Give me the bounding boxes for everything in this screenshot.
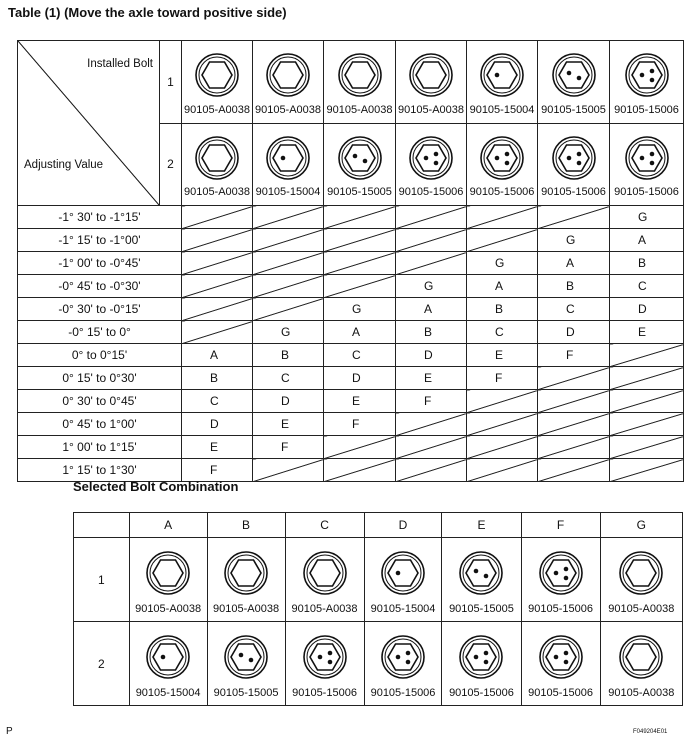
bolt-head-icon	[408, 52, 454, 98]
combination-code-cell	[182, 413, 253, 436]
combination-code-cell	[253, 436, 324, 459]
combination-code-cell	[467, 252, 538, 275]
footer-figure-id: F049204E01	[633, 729, 668, 735]
combination-code-cell	[538, 229, 610, 252]
bolt-cell	[467, 41, 538, 124]
bolt-part-number: 90105-A0038	[291, 603, 358, 615]
combination-code: B	[210, 371, 219, 385]
bolt-cell	[182, 123, 253, 206]
adjustment-row	[18, 390, 684, 413]
identification-dot	[362, 158, 367, 163]
not-applicable-cell	[538, 367, 610, 390]
adjusting-value-range: -1° 00' to -0°45'	[18, 252, 182, 275]
combination-code-cell	[610, 321, 684, 344]
not-applicable-cell	[324, 275, 396, 298]
bolt-cell	[467, 123, 538, 206]
bolt-head-icon	[624, 52, 670, 98]
combination-code: C	[566, 302, 575, 316]
bolt-head-icon	[618, 550, 664, 596]
bolt-cell	[610, 123, 684, 206]
combination-code: A	[638, 233, 647, 247]
combination-row-1	[74, 538, 683, 622]
not-applicable-cell	[182, 298, 253, 321]
bolt-part-number: 90105-15006	[449, 687, 514, 699]
not-applicable-cell	[467, 459, 538, 482]
bolt-head-icon	[265, 52, 311, 98]
combination-code-cell	[324, 298, 396, 321]
bolt-head-icon	[380, 550, 426, 596]
not-applicable-cell	[467, 413, 538, 436]
identification-dot	[649, 69, 654, 74]
not-applicable-cell	[324, 436, 396, 459]
bolt-part-number: 90105-15005	[449, 603, 514, 615]
identification-dot	[434, 151, 439, 156]
bolt-cell	[396, 41, 467, 124]
combination-column-header: E	[442, 513, 521, 538]
not-applicable-cell	[538, 390, 610, 413]
combination-code: G	[638, 210, 648, 224]
combination-code-cell	[396, 275, 467, 298]
combination-code-cell	[467, 344, 538, 367]
bolt-cell	[207, 538, 285, 622]
not-applicable-cell	[396, 459, 467, 482]
identification-dot	[553, 655, 558, 660]
bolt-cell	[538, 41, 610, 124]
combination-code-cell	[324, 413, 396, 436]
not-applicable-cell	[182, 275, 253, 298]
bolt-part-number: 90105-15004	[255, 186, 321, 198]
not-applicable-cell	[396, 229, 467, 252]
adjusting-value-range: -1° 15' to -1°00'	[18, 229, 182, 252]
combination-code: F	[210, 463, 218, 477]
combination-column-header: C	[285, 513, 364, 538]
not-applicable-cell	[467, 390, 538, 413]
bolt-head-icon	[337, 135, 383, 181]
bolt-cell	[610, 41, 684, 124]
identification-dot	[434, 160, 439, 165]
not-applicable-cell	[467, 436, 538, 459]
combination-code-cell	[467, 298, 538, 321]
identification-dot	[406, 660, 411, 665]
identification-dot	[563, 651, 568, 656]
combination-code: F	[566, 348, 574, 362]
combination-code-cell	[467, 321, 538, 344]
identification-dot	[281, 155, 286, 160]
combination-code: E	[352, 394, 361, 408]
bolt-cell	[364, 538, 442, 622]
adjusting-value-label: Adjusting Value	[24, 159, 104, 171]
combination-code: E	[281, 417, 290, 431]
bolt-cell	[396, 123, 467, 206]
bolt-cell	[364, 622, 442, 706]
row-number-1: 1	[160, 41, 182, 124]
bolt-head-icon	[302, 634, 348, 680]
not-applicable-cell	[610, 413, 684, 436]
identification-dot	[249, 658, 254, 663]
bolt-cell	[285, 538, 364, 622]
combination-column-header: G	[600, 513, 682, 538]
identification-dot	[553, 571, 558, 576]
adjustment-row	[18, 436, 684, 459]
bolt-head-icon	[479, 135, 525, 181]
not-applicable-cell	[467, 206, 538, 229]
not-applicable-cell	[396, 413, 467, 436]
adjusting-value-range: -0° 30' to -0°15'	[18, 298, 182, 321]
identification-dot	[327, 660, 332, 665]
not-applicable-cell	[396, 252, 467, 275]
bolt-head-icon	[479, 52, 525, 98]
combination-code-cell	[396, 367, 467, 390]
bolt-head-icon	[551, 135, 597, 181]
adjusting-value-range: 0° to 0°15'	[18, 344, 182, 367]
bolt-part-number: 90105-A0038	[326, 103, 393, 116]
bolt-cell	[600, 622, 682, 706]
identification-dot	[352, 153, 357, 158]
combination-code-cell	[467, 275, 538, 298]
combination-code-cell	[610, 229, 684, 252]
combination-column-header: A	[129, 513, 207, 538]
bolt-head-icon	[194, 52, 240, 98]
bolt-part-number: 90105-15005	[327, 186, 392, 198]
combination-code: C	[281, 371, 290, 385]
combination-code: B	[638, 256, 647, 270]
combination-code: B	[566, 279, 575, 293]
not-applicable-cell	[253, 275, 324, 298]
identification-dot	[484, 651, 489, 656]
combination-code-cell	[538, 321, 610, 344]
bolt-part-number: 90105-15004	[370, 603, 436, 615]
not-applicable-cell	[610, 390, 684, 413]
combination-corner	[74, 513, 130, 538]
not-applicable-cell	[253, 252, 324, 275]
identification-dot	[161, 655, 166, 660]
adjustment-row	[18, 252, 684, 275]
not-applicable-cell	[253, 206, 324, 229]
not-applicable-cell	[324, 459, 396, 482]
identification-dot	[576, 151, 581, 156]
combination-code-cell	[253, 367, 324, 390]
bolt-part-number: 90105-15005	[213, 687, 279, 699]
combination-code: D	[638, 302, 647, 316]
footer-page-mark: P	[6, 726, 13, 737]
identification-dot	[474, 569, 479, 574]
adjustment-row	[18, 298, 684, 321]
combination-code: E	[495, 348, 504, 362]
combination-column-header: F	[521, 513, 600, 538]
adjustment-row	[18, 229, 684, 252]
identification-dot	[484, 660, 489, 665]
combination-code-cell	[538, 298, 610, 321]
bolt-part-number: 90105-15006	[370, 687, 436, 699]
not-applicable-cell	[253, 298, 324, 321]
combination-code: G	[424, 279, 434, 293]
combination-code: F	[281, 440, 289, 454]
combination-code: C	[210, 394, 219, 408]
not-applicable-cell	[467, 229, 538, 252]
bolt-part-number: 90105-A0038	[254, 103, 322, 116]
combination-code: A	[495, 279, 504, 293]
adjustment-row	[18, 413, 684, 436]
combination-code-cell	[538, 252, 610, 275]
combination-code-cell	[253, 344, 324, 367]
combination-code: E	[424, 371, 433, 385]
combination-code: A	[424, 302, 433, 316]
not-applicable-cell	[324, 229, 396, 252]
bolt-cell	[521, 538, 600, 622]
row-number-1: 1	[74, 538, 130, 622]
identification-dot	[317, 655, 322, 660]
combination-code-cell	[253, 413, 324, 436]
combination-code-cell	[538, 275, 610, 298]
combination-code-cell	[467, 367, 538, 390]
adjusting-value-range: 0° 30' to 0°45'	[18, 390, 182, 413]
bolt-head-icon	[223, 550, 269, 596]
adjusting-value-range: 0° 45' to 1°00'	[18, 413, 182, 436]
identification-dot	[563, 567, 568, 572]
bolt-part-number: 90105-15004	[469, 103, 535, 116]
combination-code-cell	[396, 298, 467, 321]
combination-code: C	[352, 348, 361, 362]
not-applicable-cell	[538, 413, 610, 436]
bolt-part-number: 90105-A0038	[183, 103, 251, 116]
bolt-cell	[129, 538, 207, 622]
bolt-part-number: 90105-15006	[292, 687, 357, 699]
combination-row-2	[74, 622, 683, 706]
not-applicable-cell	[324, 252, 396, 275]
combination-code: C	[495, 325, 504, 339]
identification-dot	[396, 571, 401, 576]
bolt-head-icon	[618, 634, 664, 680]
combination-code: A	[352, 325, 361, 339]
combination-code: C	[638, 279, 647, 293]
bolt-cell	[324, 41, 396, 124]
identification-dot	[566, 71, 571, 76]
identification-dot	[563, 576, 568, 581]
combination-code-cell	[610, 206, 684, 229]
bolt-cell	[521, 622, 600, 706]
identification-dot	[495, 155, 500, 160]
combination-code-cell	[324, 367, 396, 390]
identification-dot	[649, 160, 654, 165]
adjusting-value-range: -0° 45' to -0°30'	[18, 275, 182, 298]
identification-dot	[576, 76, 581, 81]
selected-bolt-table	[73, 512, 683, 706]
table-corner-header	[18, 41, 160, 206]
combination-code-cell	[396, 344, 467, 367]
identification-dot	[505, 160, 510, 165]
bolt-cell	[600, 538, 682, 622]
bolt-head-icon	[551, 52, 597, 98]
row-number-2: 2	[74, 622, 130, 706]
not-applicable-cell	[610, 436, 684, 459]
bolt-head-icon	[624, 135, 670, 181]
adjustment-row	[18, 206, 684, 229]
combination-code-cell	[182, 344, 253, 367]
bolt-part-number: 90105-15006	[614, 186, 679, 198]
adjusting-value-range: -0° 15' to 0°	[18, 321, 182, 344]
bolt-head-icon	[265, 135, 311, 181]
bolt-cell	[285, 622, 364, 706]
bolt-part-number: 90105-A0038	[213, 603, 280, 615]
not-applicable-cell	[610, 367, 684, 390]
combination-code-cell	[538, 344, 610, 367]
identification-dot	[563, 660, 568, 665]
bolt-part-number: 90105-A0038	[608, 687, 675, 699]
combination-code: E	[638, 325, 647, 339]
identification-dot	[639, 73, 644, 78]
adjustment-table	[17, 40, 684, 482]
not-applicable-cell	[324, 206, 396, 229]
bolt-cell	[442, 538, 521, 622]
identification-dot	[239, 653, 244, 658]
bolt-part-number: 90105-15004	[135, 687, 201, 699]
bolt-part-number: 90105-A0038	[135, 603, 202, 615]
combination-code: G	[495, 256, 505, 270]
bolt-head-icon	[194, 135, 240, 181]
bolt-cell	[207, 622, 285, 706]
bolt-part-number: 90105-15006	[469, 186, 535, 198]
identification-dot	[649, 151, 654, 156]
not-applicable-cell	[182, 229, 253, 252]
bolt-cell	[538, 123, 610, 206]
combination-code-cell	[253, 321, 324, 344]
bolt-cell	[442, 622, 521, 706]
combination-header-row	[74, 513, 683, 538]
identification-dot	[566, 155, 571, 160]
combination-code: D	[566, 325, 575, 339]
bolt-head-icon	[458, 634, 504, 680]
combination-column-header: D	[364, 513, 442, 538]
installed-bolt-label: Installed Bolt	[87, 58, 153, 70]
combination-column-header: B	[207, 513, 285, 538]
identification-dot	[576, 160, 581, 165]
identification-dot	[495, 73, 500, 78]
adjusting-value-range: 0° 15' to 0°30'	[18, 367, 182, 390]
bolt-part-number: 90105-A0038	[608, 603, 675, 615]
bolt-cell	[324, 123, 396, 206]
row-number-2: 2	[160, 123, 182, 206]
bolt-part-number: 90105-15006	[541, 186, 606, 198]
combination-code-cell	[182, 436, 253, 459]
adjustment-row	[18, 321, 684, 344]
combination-code: G	[566, 233, 576, 247]
bolt-head-icon	[145, 634, 191, 680]
combination-code: F	[352, 417, 360, 431]
installed-bolt-row-1	[18, 41, 684, 124]
bolt-part-number: 90105-A0038	[397, 103, 465, 116]
bolt-head-icon	[380, 634, 426, 680]
combination-code-cell	[396, 321, 467, 344]
bolt-head-icon	[223, 634, 269, 680]
combination-code: B	[281, 348, 290, 362]
bolt-part-number: 90105-15006	[528, 687, 593, 699]
combination-code: D	[352, 371, 361, 385]
combination-code: A	[210, 348, 219, 362]
combination-code: G	[281, 325, 291, 339]
bolt-head-icon	[145, 550, 191, 596]
combination-code-cell	[182, 367, 253, 390]
combination-code: D	[424, 348, 433, 362]
bolt-head-icon	[458, 550, 504, 596]
table-title: Table (1) (Move the axle toward positive side)	[8, 5, 287, 20]
combination-code-cell	[610, 275, 684, 298]
combination-code-cell	[253, 390, 324, 413]
combination-code-cell	[610, 252, 684, 275]
adjustment-row	[18, 344, 684, 367]
combination-code: A	[566, 256, 575, 270]
combination-code-cell	[324, 390, 396, 413]
bolt-part-number: 90105-15006	[614, 103, 679, 116]
not-applicable-cell	[538, 459, 610, 482]
combination-code: D	[281, 394, 290, 408]
identification-dot	[639, 155, 644, 160]
adjustment-row	[18, 367, 684, 390]
not-applicable-cell	[182, 252, 253, 275]
not-applicable-cell	[182, 206, 253, 229]
not-applicable-cell	[182, 321, 253, 344]
combination-code: F	[424, 394, 432, 408]
combination-code-cell	[610, 298, 684, 321]
bolt-cell	[253, 41, 324, 124]
bolt-head-icon	[302, 550, 348, 596]
identification-dot	[474, 655, 479, 660]
bolt-part-number: 90105-15006	[528, 603, 593, 615]
combination-code: F	[495, 371, 503, 385]
bolt-part-number: 90105-15006	[398, 186, 464, 198]
combination-code: D	[210, 417, 219, 431]
identification-dot	[396, 655, 401, 660]
identification-dot	[484, 574, 489, 579]
identification-dot	[649, 78, 654, 83]
bolt-head-icon	[408, 135, 454, 181]
not-applicable-cell	[253, 459, 324, 482]
bolt-head-icon	[538, 634, 584, 680]
bolt-head-icon	[337, 52, 383, 98]
adjusting-value-range: -1° 30' to -1°15'	[18, 206, 182, 229]
identification-dot	[406, 651, 411, 656]
not-applicable-cell	[253, 229, 324, 252]
not-applicable-cell	[538, 436, 610, 459]
identification-dot	[505, 151, 510, 156]
combination-code-cell	[324, 344, 396, 367]
combination-code-cell	[182, 390, 253, 413]
bolt-head-icon	[538, 550, 584, 596]
identification-dot	[327, 651, 332, 656]
bolt-cell	[129, 622, 207, 706]
adjusting-value-range: 1° 00' to 1°15'	[18, 436, 182, 459]
combination-code: B	[424, 325, 433, 339]
not-applicable-cell	[396, 206, 467, 229]
bolt-cell	[182, 41, 253, 124]
combination-code: E	[210, 440, 219, 454]
bolt-part-number: 90105-A0038	[183, 186, 251, 198]
not-applicable-cell	[396, 436, 467, 459]
not-applicable-cell	[610, 344, 684, 367]
combination-code: B	[495, 302, 504, 316]
adjustment-row	[18, 275, 684, 298]
bolt-part-number: 90105-15005	[541, 103, 606, 116]
combination-code-cell	[324, 321, 396, 344]
combination-code: G	[352, 302, 362, 316]
bolt-cell	[253, 123, 324, 206]
identification-dot	[424, 155, 429, 160]
not-applicable-cell	[538, 206, 610, 229]
selected-combination-title: Selected Bolt Combination	[73, 479, 239, 494]
adjusting-value-range: 1° 15' to 1°30'	[18, 459, 182, 482]
combination-code-cell	[396, 390, 467, 413]
not-applicable-cell	[610, 459, 684, 482]
